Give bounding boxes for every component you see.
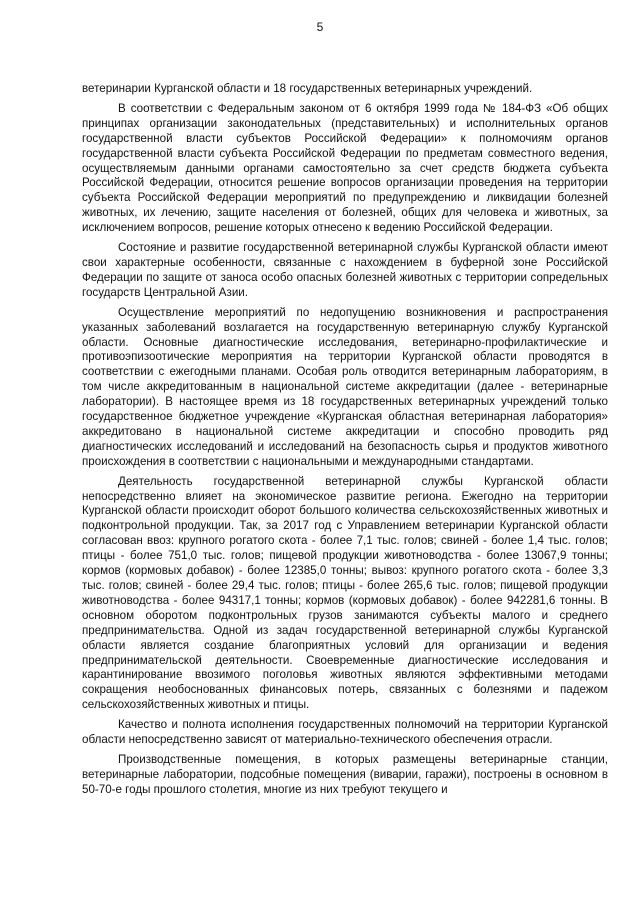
page-number: 5 [316,20,324,34]
paragraph: Состояние и развитие государственной ветеринарной службы Курганской области имеют свои характерные особенности, связанные с нахождением в буферной зоне Российской Федерации по защите от заноса особо опасных болезней животных с территории сопредельных государств Центральной Азии. [82,241,608,299]
document-body [82,82,608,803]
paragraph: В соответствии с Федеральным законом от 6 октября 1999 года № 184-ФЗ «Об общих принципах организации законодательных (представительных) и исполнительных органов государственной власти субъектов Российской Федерации» к полномочиям органов государственной власти субъекта Российской Федерации по предметам совместного ведения, осуществляемым данными органами самостоятельно за счет средств бюджета субъекта Российской Федерации, относится решение вопросов организации проведения на территории субъекта Российской Федерации мероприятий по предупреждению и ликвидации болезней животных, их лечению, защите населения от болезней, общих для человека и животных, за исключением вопросов, решение которых отнесено к ведению Российской Федерации. [82,101,608,235]
paragraph: ветеринарии Курганской области и 18 государственных ветеринарных учреждений. [82,82,533,95]
paragraph: Качество и полнота исполнения государственных полномочий на территории Курганской области непосредственно зависят от материально-технического обеспечения отрасли. [82,718,608,747]
paragraph: Осуществление мероприятий по недопущению возникновения и распространения указанных заболеваний возлагается на государственную ветеринарную службу Курганской области. Основные диагностические исследования, ветеринарно-профилактические и противоэпизоотические мероприятия на территории Курганской области проводятся в соответствии с ежегодными планами. Особая роль отводится ветеринарным лабораториям, в том числе аккредитованным в национальной системе аккредитации (далее - ветеринарные лаборатории). В настоящее время из 18 государственных ветеринарных учреждений только государственное бюджетное учреждение «Курганская областная ветеринарная лаборатория» аккредитовано в национальной системе аккредитации и способно проводить ряд диагностических исследований и исследований на безопасность сырья и продуктов животного происхождения в соответствии с национальными и международными стандартами. [82,305,608,468]
paragraph: Производственные помещения, в которых размещены ветеринарные станции, ветеринарные лаборатории, подсобные помещения (виварии, гаражи), построены в основном в 50-70-е годы прошлого столетия, многие из них требуют текущего и [82,752,608,796]
paragraph: Деятельность государственной ветеринарной службы Курганской области непосредственно влияет на экономическое развитие региона. Ежегодно на территории Курганской области происходит оборот большого количества сельскохозяйственных животных и подконтрольной продукции. Так, за 2017 год с Управлением ветеринарии Курганской области согласован ввоз: крупного рогатого скота - более 7,1 тыс. голов; свиней - более 1,4 тыс. голов; птицы - более 751,0 тыс. голов; пищевой продукции животноводства - более 13067,9 тонны; кормов (кормовых добавок) - более 12385,0 тонны; вывоз: крупного рогатого скота - более 3,3 тыс. голов; свиней - более 29,4 тыс. голов; птицы - более 265,6 тыс. голов; пищевой продукции животноводства - более 94317,1 тонны; кормов (кормовых добавок) - более 942281,6 тонны. В основном оборотом подконтрольных грузов занимаются субъекты малого и среднего предпринимательства. Одной из задач государственной ветеринарной службы Курганской области является создание благоприятных условий для организации и ведения предпринимательской деятельности. Своевременные диагностические исследования и карантинирование ввозимого поголовья животных являются эффективными методами сокращения необоснованных финансовых потерь, связанных с болезнями и падежом сельскохозяйственных животных и птицы. [82,474,608,712]
